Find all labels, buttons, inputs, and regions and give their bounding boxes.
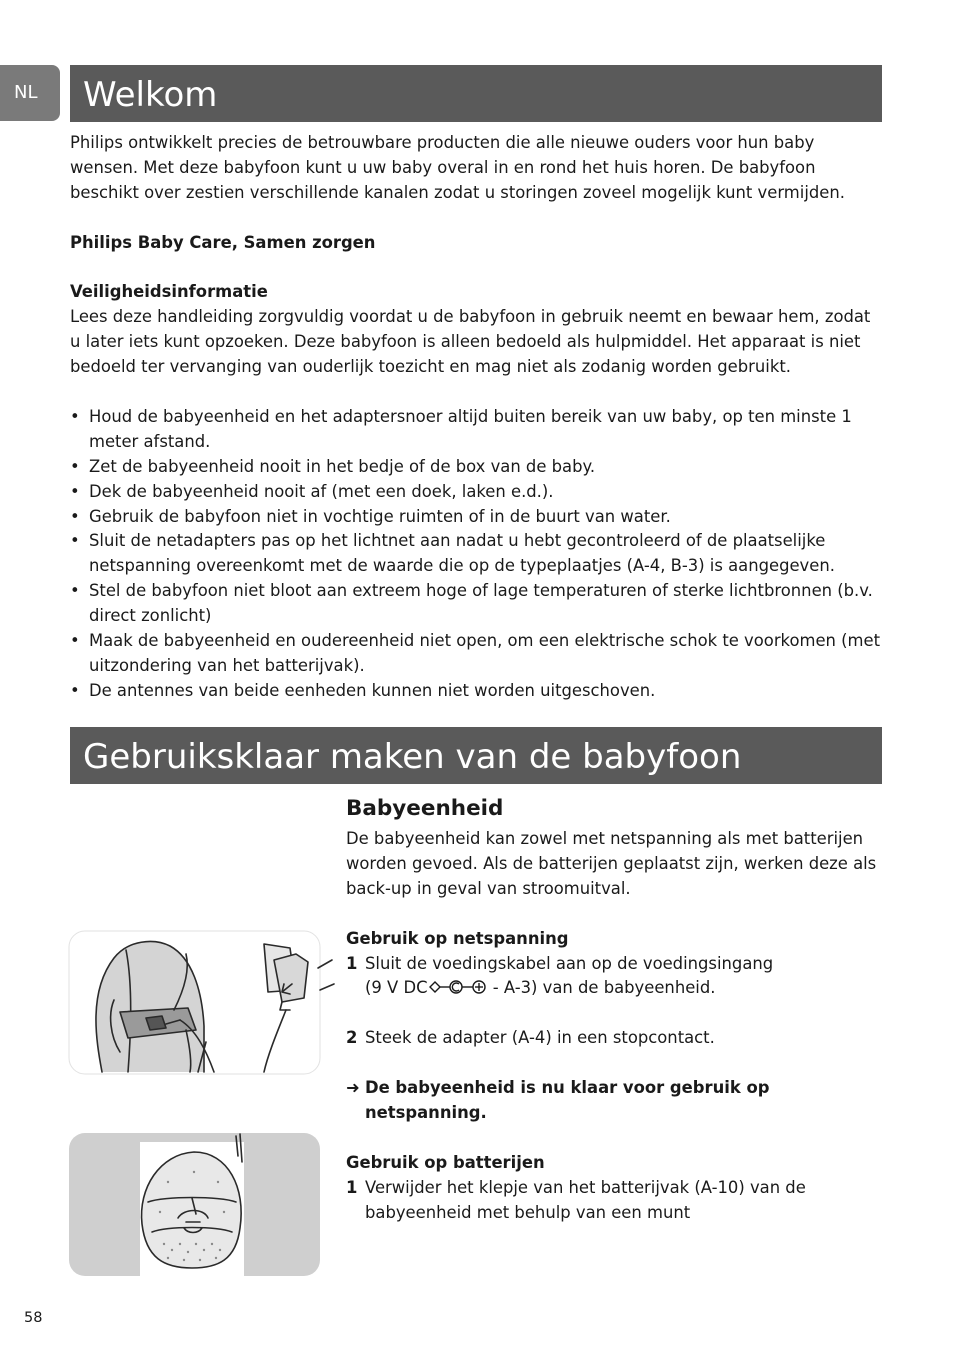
- section-title-welkom: Welkom: [70, 65, 882, 122]
- list-item: • Maak de babyeenheid en oudereenheid niet open, om een elektrische schok te voorkomen (met uitzondering van het batterijvak).: [70, 629, 885, 679]
- battery-step-1: [346, 1176, 886, 1226]
- polarity-symbol-icon: [428, 980, 488, 994]
- intro-paragraph: Philips ontwikkelt precies de betrouwbare producten die alle nieuwe ouders voor hun baby wensen. Met deze babyfoon kunt u uw baby overal in en rond het huis horen. De babyfoon beschikt over zestien verschillende kanalen zodat u storingen zoveel mogelijk kunt vermijden.: [70, 133, 845, 202]
- section-title-setup: Gebruiksklaar maken van de babyfoon: [70, 727, 882, 784]
- list-item: • Gebruik de babyfoon niet in vochtige ruimten of in de buurt van water.: [70, 505, 885, 530]
- step-text: - A-3) van de babyeenheid.: [487, 978, 716, 998]
- list-item: • Stel de babyfoon niet bloot aan extreem hoge of lage temperaturen of sterke lichtbronnen (b.v. direct zonlicht): [70, 579, 885, 629]
- mains-step-1: [346, 952, 886, 977]
- list-item: • Dek de babyeenheid nooit af (met een doek, laken e.d.).: [70, 480, 885, 505]
- step-text: Sluit de voedingskabel aan op de voedingsingang: [365, 953, 774, 973]
- welkom-section: [70, 131, 885, 704]
- list-item: • Zet de babyeenheid nooit in het bedje of de box van de baby.: [70, 455, 885, 480]
- mains-step-2: [346, 1026, 886, 1051]
- list-item: • De antennes van beide eenheden kunnen niet worden uitgeschoven.: [70, 679, 885, 704]
- setup-intro: De babyeenheid kan zowel met netspanning als met batterijen worden gevoed. Als de batterijen geplaatst zijn, werken deze als back-up in geval van stroomuitval.: [346, 829, 877, 898]
- babyeenheid-heading: Babyeenheid: [346, 796, 504, 821]
- battery-compartment-illustration: [68, 1132, 336, 1278]
- language-tab: NL: [0, 65, 60, 121]
- safety-list: [70, 405, 885, 704]
- step-number: 2: [346, 1028, 358, 1048]
- safety-heading: Veiligheidsinformatie: [70, 282, 268, 302]
- list-item: • Sluit de netadapters pas op het lichtnet aan nadat u hebt gecontroleerd of de plaatselijke netspanning overeenkomt met de waarde die op de typeplaatjes (A-4, B-3) is aangegeven.: [70, 529, 885, 579]
- slogan: Philips Baby Care, Samen zorgen: [70, 232, 376, 252]
- arrow-right-icon: ➜: [346, 1078, 360, 1098]
- safety-paragraph: Lees deze handleiding zorgvuldig voordat u de babyfoon in gebruik neemt en bewaar hem, zodat u later iets kunt opzoeken. Deze babyfoon is alleen bedoeld als hulpmiddel. Het apparaat is niet bedoeld ter vervanging van ouderlijk toezicht en mag niet als zodanig worden gebruikt.: [70, 307, 871, 377]
- battery-heading: Gebruik op batterijen: [346, 1152, 545, 1172]
- mains-heading: Gebruik op netspanning: [346, 928, 569, 948]
- mains-result: [346, 1076, 886, 1126]
- result-text: De babyeenheid is nu klaar voor gebruik op netspanning.: [365, 1078, 770, 1122]
- step-text: (9 V DC: [365, 978, 428, 998]
- step-text: Verwijder het klepje van het batterijvak (A-10) van de babyeenheid met behulp van een munt: [365, 1177, 806, 1222]
- mains-step-1-cont: [346, 976, 886, 1001]
- step-text: Steek de adapter (A-4) in een stopcontact.: [365, 1028, 715, 1048]
- power-connection-illustration: [68, 930, 336, 1076]
- setup-section: [346, 827, 886, 1225]
- step-number: 1: [346, 953, 358, 973]
- step-number: 1: [346, 1177, 358, 1197]
- page-number: 58: [24, 1310, 43, 1326]
- list-item: • Houd de babyeenheid en het adaptersnoer altijd buiten bereik van uw baby, op ten minste 1 meter afstand.: [70, 405, 885, 455]
